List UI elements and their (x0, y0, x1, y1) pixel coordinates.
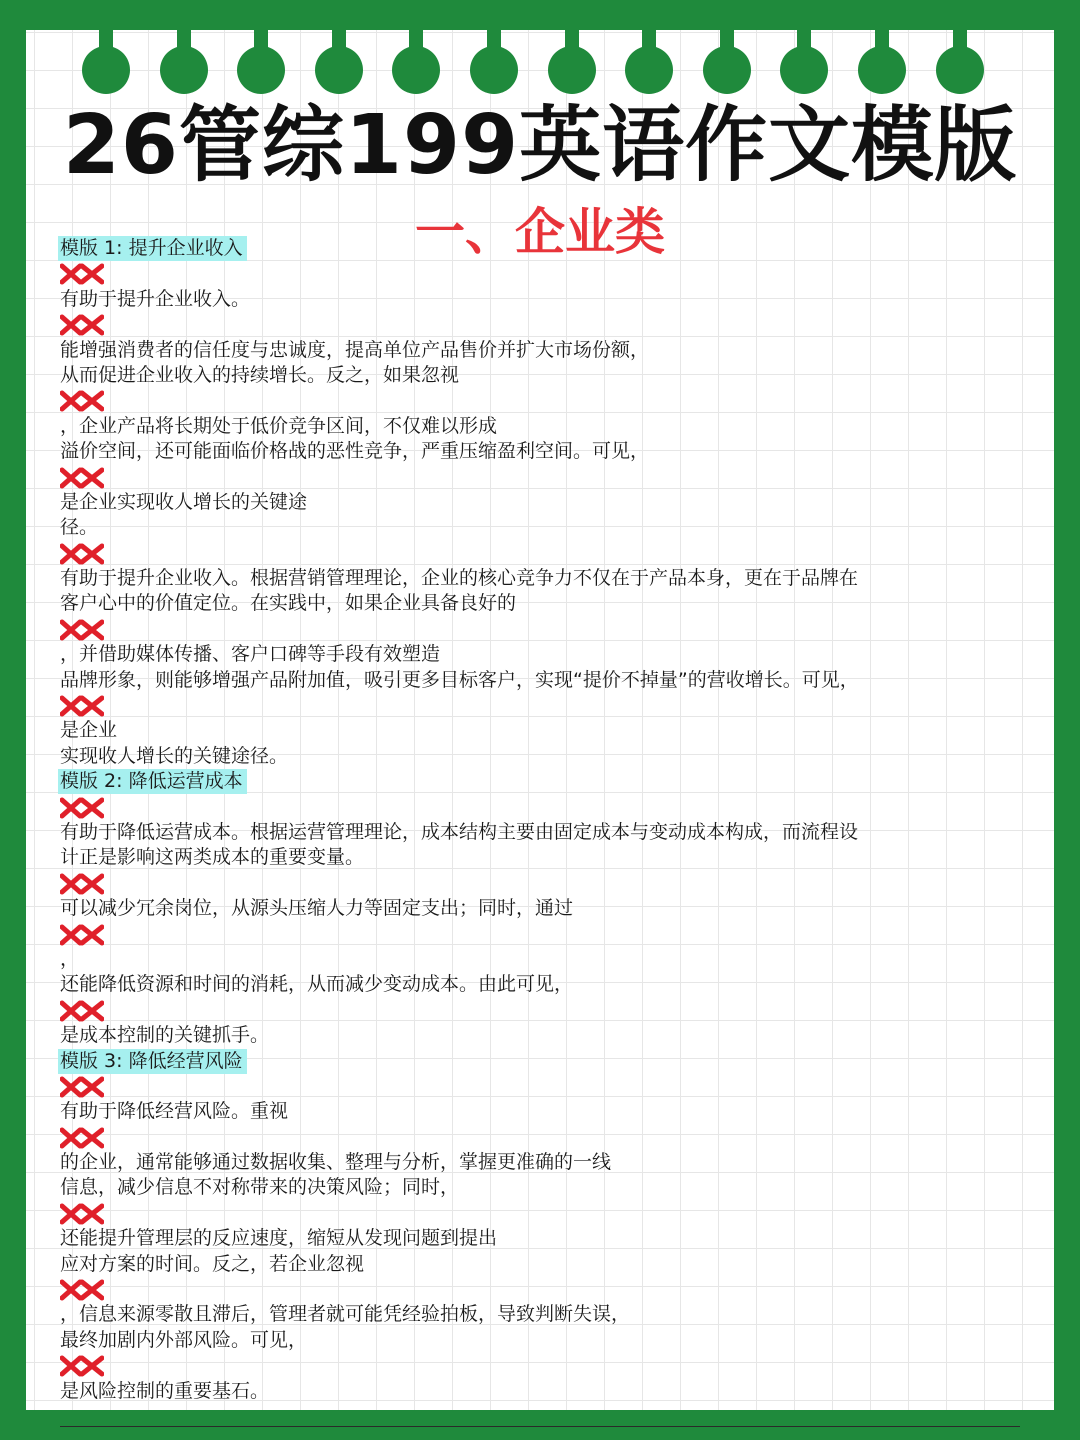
red-double-x-mark-icon (60, 1277, 1000, 1302)
template-heading (60, 236, 1000, 261)
template-text-line: ，信息来源零散且滞后，管理者就可能凭经验拍板，导致判断失误， (60, 1303, 631, 1326)
binder-ring-icon (470, 0, 518, 96)
template-text-line: 有助于降低经营风险。重视 (60, 1100, 289, 1123)
binder-ring-icon (936, 0, 984, 96)
binder-ring-icon (548, 0, 596, 96)
binder-ring-icon (82, 0, 130, 96)
page-title: 26管综199英语作文模版 (62, 98, 1018, 193)
template-text-line: 有助于提升企业收入。根据营销管理理论，企业的核心竞争力不仅在于产品本身，更在于品牌在 (60, 567, 859, 590)
template-text-line: ，企业产品将长期处于低价竞争区间，不仅难以形成 (60, 414, 498, 437)
template-text-line: 可以减少冗余岗位，从源头压缩人力等固定支出；同时，通过 (60, 897, 574, 920)
template-text-line: 品牌形象，则能够增强产品附加值，吸引更多目标客户，实现“提价不掉量”的营收增长。可见， (60, 668, 859, 691)
red-double-x-mark-icon (60, 261, 1000, 286)
template-text-line: 客户心中的价值定位。在实践中，如果企业具备良好的 (60, 592, 517, 615)
red-double-x-mark-icon (60, 617, 1000, 642)
template-text-line: 应对方案的时间。反之，若企业忽视 (60, 1252, 365, 1275)
red-double-x-mark-icon (60, 922, 1000, 947)
template-text-line: 最终加剧内外部风险。可见， (60, 1328, 308, 1351)
template-text-line: 是企业 (60, 719, 118, 742)
template-heading-label: 模版 1: 提升企业收入 (58, 236, 247, 261)
template-text-line: 溢价空间，还可能面临价格战的恶性竞争，严重压缩盈利空间。可见， (60, 440, 650, 463)
template-text-line: 还能提升管理层的反应速度，缩短从发现问题到提出 (60, 1227, 498, 1250)
template-text-line: 实现收人增长的关键途径。 (60, 744, 289, 767)
binder-ring-icon (315, 0, 363, 96)
template-text-line: 的企业，通常能够通过数据收集、整理与分析，掌握更准确的一线 (60, 1151, 612, 1174)
template-text-line: ，并借助媒体传播、客户口碑等手段有效塑造 (60, 643, 441, 666)
template-heading (60, 1049, 1000, 1074)
red-double-x-mark-icon (60, 871, 1000, 896)
template-text-line: 还能降低资源和时间的消耗，从而减少变动成本。由此可见， (60, 973, 574, 996)
template-heading (60, 769, 1000, 794)
template-heading-label: 模版 2: 降低运营成本 (58, 769, 247, 794)
binder-ring-icon (703, 0, 751, 96)
binder-ring-icon (625, 0, 673, 96)
red-double-x-mark-icon (60, 1125, 1000, 1150)
binder-ring-icon (160, 0, 208, 96)
section-subtitle: 一、企业类 (415, 203, 665, 261)
red-double-x-mark-icon (60, 693, 1000, 718)
red-double-x-mark-icon (60, 998, 1000, 1023)
red-double-x-mark-icon (60, 312, 1000, 337)
template-text-line: 计正是影响这两类成本的重要变量。 (60, 846, 365, 869)
template-content (60, 236, 1000, 1404)
binder-ring-icon (780, 0, 828, 96)
template-text-line: 能增强消费者的信任度与忠诚度，提高单位产品售价并扩大市场份额， (60, 338, 650, 361)
template-text-line: ， (60, 947, 80, 970)
template-text-line: 有助于提升企业收入。 (60, 287, 251, 310)
red-double-x-mark-icon (60, 465, 1000, 490)
binder-ring-icon (392, 0, 440, 96)
red-double-x-mark-icon (60, 1201, 1000, 1226)
binder-ring-icon (858, 0, 906, 96)
footer-divider (60, 1426, 1020, 1427)
template-text-line: 是企业实现收人增长的关键途 (60, 490, 308, 513)
red-double-x-mark-icon (60, 541, 1000, 566)
template-text-line: 是成本控制的关键抓手。 (60, 1024, 270, 1047)
template-heading-label: 模版 3: 降低经营风险 (58, 1049, 247, 1074)
template-text-line: 有助于降低运营成本。根据运营管理理论，成本结构主要由固定成本与变动成本构成，而流程设 (60, 820, 859, 843)
binder-ring-icon (237, 0, 285, 96)
red-double-x-mark-icon (60, 388, 1000, 413)
template-text-line: 信息，减少信息不对称带来的决策风险；同时， (60, 1176, 460, 1199)
template-text-line: 是风险控制的重要基石。 (60, 1379, 270, 1402)
red-double-x-mark-icon (60, 795, 1000, 820)
binder-rings (0, 0, 1080, 110)
red-double-x-mark-icon (60, 1353, 1000, 1378)
template-text-line: 径。 (60, 516, 99, 539)
red-double-x-mark-icon (60, 1074, 1000, 1099)
template-text-line: 从而促进企业收入的持续增长。反之，如果忽视 (60, 363, 460, 386)
